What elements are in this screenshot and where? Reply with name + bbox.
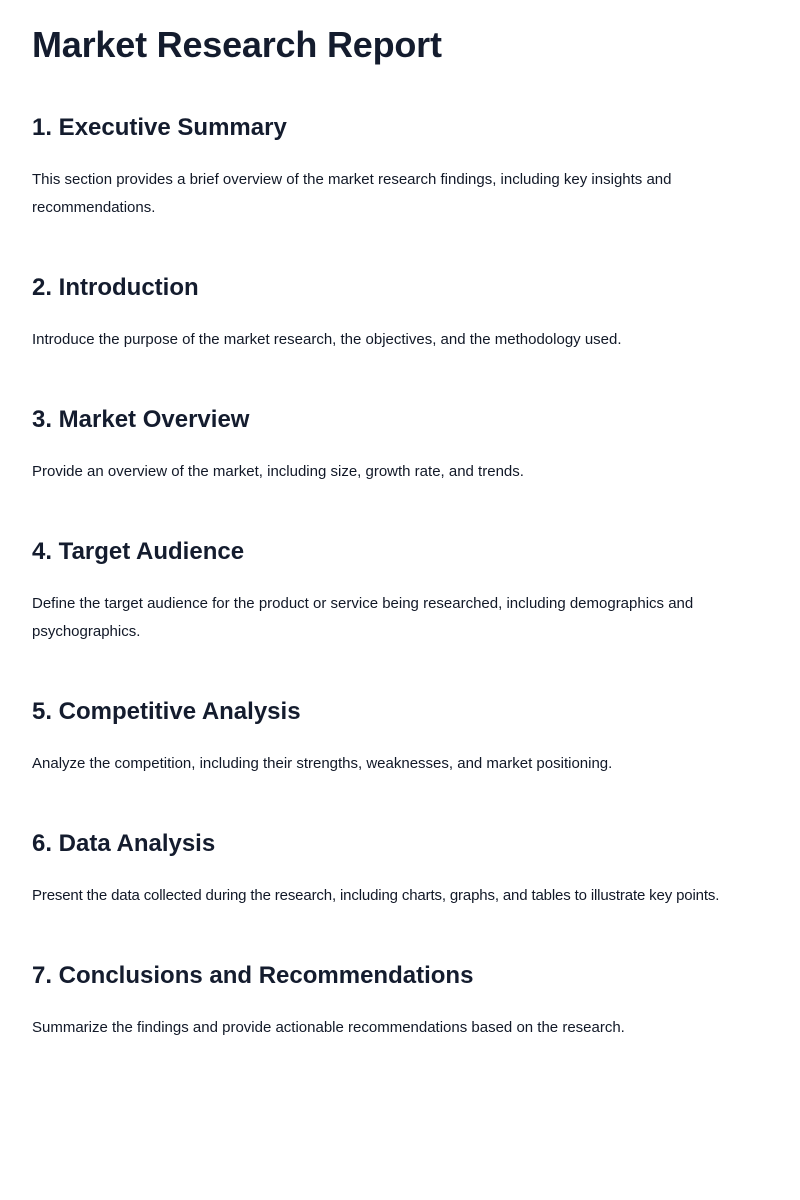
- section-body: Introduce the purpose of the market research, the objectives, and the methodology used.: [32, 331, 622, 348]
- section-body: Summarize the findings and provide actionable recommendations based on the research.: [32, 1019, 625, 1036]
- section-body: This section provides a brief overview of the market research findings, including key insights and recommendations.: [32, 171, 672, 216]
- section-body: Present the data collected during the research, including charts, graphs, and tables to illustrate key points.: [32, 887, 720, 904]
- section-heading: 4. Target Audience: [32, 538, 245, 565]
- section-body: Provide an overview of the market, including size, growth rate, and trends.: [32, 463, 524, 480]
- section-heading: 5. Competitive Analysis: [32, 698, 301, 725]
- section-heading: 3. Market Overview: [32, 406, 250, 433]
- section-data-analysis: [32, 828, 772, 910]
- section-heading: 6. Data Analysis: [32, 830, 216, 857]
- section-target-audience: [32, 536, 772, 646]
- section-body: Analyze the competition, including their strengths, weaknesses, and market positioning.: [32, 755, 613, 772]
- section-heading: 7. Conclusions and Recommendations: [32, 962, 474, 989]
- section-body: Define the target audience for the product or service being researched, including demographics and psychographics.: [32, 595, 694, 640]
- section-heading: 1. Executive Summary: [32, 114, 287, 141]
- section-executive-summary: [32, 112, 772, 222]
- page-title: Market Research Report: [32, 24, 442, 65]
- section-introduction: [32, 272, 772, 354]
- section-heading: 2. Introduction: [32, 274, 199, 301]
- section-conclusions-recommendations: [32, 960, 772, 1042]
- section-competitive-analysis: [32, 696, 772, 778]
- section-market-overview: [32, 404, 772, 486]
